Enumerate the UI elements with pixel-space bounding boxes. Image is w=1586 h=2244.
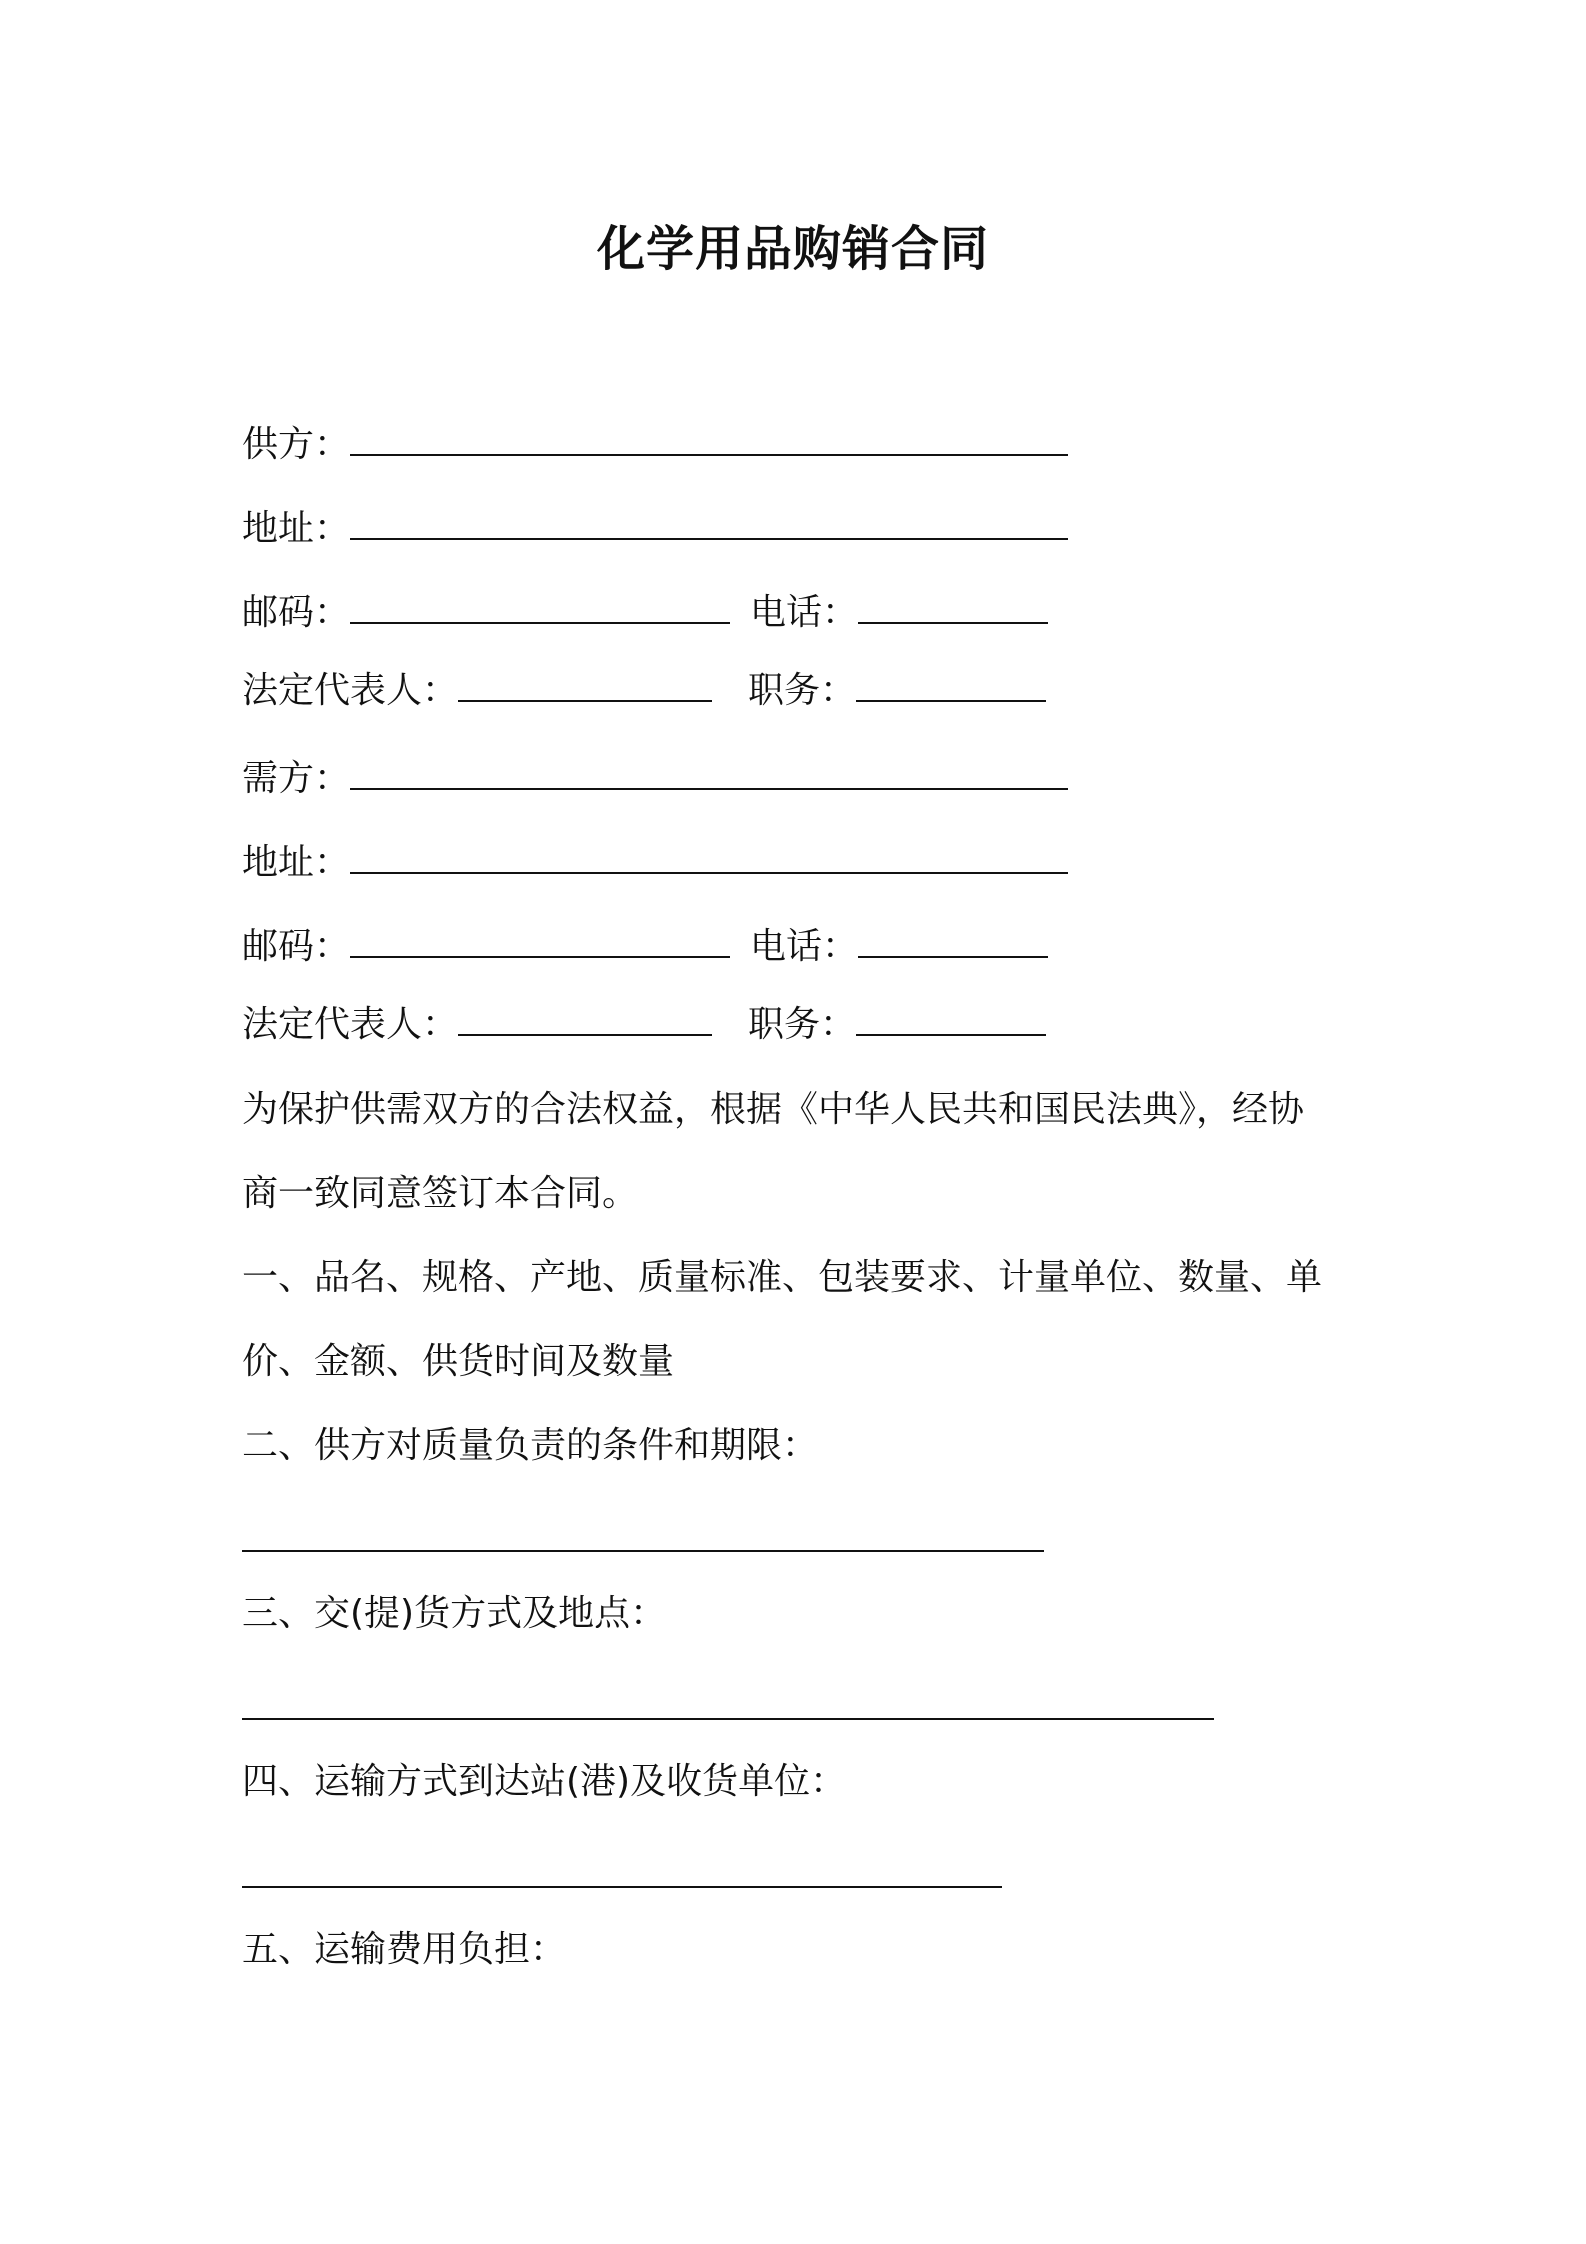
clause-5-heading: 五、运输费用负担：	[242, 1929, 567, 1970]
buyer-contact-row	[242, 920, 1048, 972]
buyer-name-field[interactable]	[350, 752, 1068, 790]
buyer-rep-label: 法定代表人：	[242, 1004, 459, 1045]
buyer-zip-field[interactable]	[350, 920, 730, 958]
supplier-rep-label: 法定代表人：	[242, 670, 459, 711]
supplier-name-row	[242, 418, 1068, 470]
supplier-zip-field[interactable]	[350, 586, 730, 624]
supplier-position-label: 职务：	[748, 670, 857, 711]
supplier-position-field[interactable]	[856, 664, 1046, 702]
clause-1-line-2: 价、金额、供货时间及数量	[242, 1341, 675, 1382]
buyer-rep-row	[242, 998, 1046, 1050]
clause-3-answer-field[interactable]	[242, 1718, 1214, 1720]
clause-4-heading: 四、运输方式到达站(港)及收货单位：	[242, 1761, 847, 1802]
buyer-address-row	[242, 836, 1068, 888]
buyer-address-field[interactable]	[350, 836, 1068, 874]
preamble-line-1: 为保护供需双方的合法权益，根据《中华人民共和国民法典》，经协	[242, 1089, 1305, 1130]
clause-1-line-1: 一、品名、规格、产地、质量标准、包装要求、计量单位、数量、单	[242, 1257, 1323, 1298]
supplier-contact-row	[242, 586, 1048, 638]
supplier-address-label: 地址：	[242, 508, 351, 549]
supplier-name-label: 供方：	[242, 424, 351, 465]
supplier-zip-label: 邮码：	[242, 592, 351, 633]
buyer-phone-label: 电话：	[750, 926, 859, 967]
supplier-phone-label: 电话：	[750, 592, 859, 633]
clause-3-heading: 三、交(提)货方式及地点：	[242, 1593, 667, 1634]
supplier-rep-field[interactable]	[458, 664, 712, 702]
supplier-name-field[interactable]	[350, 418, 1068, 456]
supplier-address-row	[242, 502, 1068, 554]
clause-2-heading: 二、供方对质量负责的条件和期限：	[242, 1425, 819, 1466]
supplier-phone-field[interactable]	[858, 586, 1048, 624]
buyer-position-label: 职务：	[748, 1004, 857, 1045]
buyer-name-row	[242, 752, 1068, 804]
buyer-address-label: 地址：	[242, 842, 351, 883]
clause-4-answer-field[interactable]	[242, 1886, 1002, 1888]
preamble-line-2: 商一致同意签订本合同。	[242, 1173, 639, 1214]
supplier-address-field[interactable]	[350, 502, 1068, 540]
buyer-zip-label: 邮码：	[242, 926, 351, 967]
supplier-rep-row	[242, 664, 1046, 716]
buyer-position-field[interactable]	[856, 998, 1046, 1036]
buyer-rep-field[interactable]	[458, 998, 712, 1036]
buyer-name-label: 需方：	[242, 758, 351, 799]
buyer-phone-field[interactable]	[858, 920, 1048, 958]
document-title: 化学用品购销合同	[596, 221, 989, 277]
clause-2-answer-field[interactable]	[242, 1550, 1044, 1552]
